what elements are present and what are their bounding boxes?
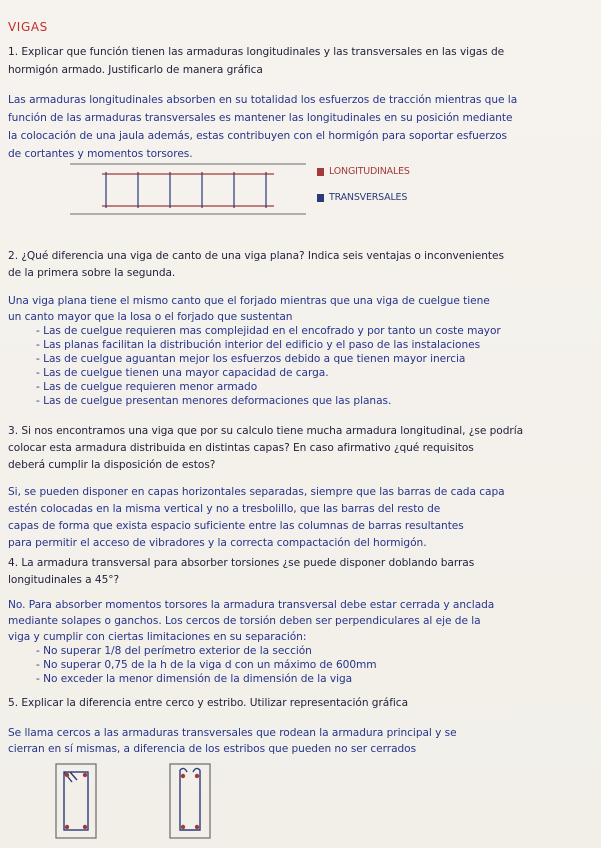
q3-question-line: colocar esta armadura distribuida en distintas capas? En caso afirmativo ¿qué requisitos (8, 442, 474, 454)
q3-answer-line: para permitir el acceso de vibradores y la correcta compactación del hormigón. (8, 537, 427, 549)
q4-bullet: - No superar 1/8 del perímetro exterior de la sección (36, 645, 312, 657)
q2-bullet: - Las de cuelgue requieren mas complejidad en el encofrado y por tanto un coste mayor (36, 325, 501, 337)
q3-answer-line: capas de forma que exista espacio suficiente entre las columnas de barras resultantes (8, 520, 464, 532)
q1-answer-line: la colocación de una jaula además, estas contribuyen con el hormigón para soportar esfuerzos (8, 130, 507, 142)
q4-question-line: longitudinales a 45°? (8, 574, 120, 586)
page-title: VIGAS (8, 20, 48, 34)
legend-longitudinal (317, 166, 410, 177)
q2-bullet: - Las planas facilitan la distribución interior del edificio y el paso de las instalaciones (36, 339, 481, 351)
q1-answer-line: función de las armaduras transversales es mantener las longitudinales en su posición mediante (8, 112, 513, 124)
q2-question-line: 2. ¿Qué diferencia una viga de canto de una viga plana? Indica seis ventajas o inconvenientes (8, 250, 504, 262)
q1-question-line: 1. Explicar que función tienen las armaduras longitudinales y las transversales en las vigas de (8, 46, 505, 58)
legend-transversal (317, 192, 407, 203)
q2-bullet: - Las de cuelgue requieren menor armado (36, 381, 258, 393)
q4-bullet: - No superar 0,75 de la h de la viga d con un máximo de 600mm (36, 659, 377, 671)
legend-transversal-label: TRANSVERSALES (329, 192, 408, 203)
q4-answer-line: No. Para absorber momentos torsores la armadura transversal debe estar cerrada y anclada (8, 599, 495, 611)
q4-answer-line: viga y cumplir con ciertas limitaciones en su separación: (8, 631, 307, 643)
q1-answer-line: Las armaduras longitudinales absorben en su totalidad los esfuerzos de tracción mientras que la (8, 94, 518, 106)
q2-question-line: de la primera sobre la segunda. (8, 267, 176, 279)
rebar-cage-drawing (68, 160, 308, 218)
q1-answer-line: de cortantes y momentos torsores. (8, 148, 193, 160)
q4-answer-line: mediante solapes o ganchos. Los cercos de torsión deben ser perpendiculares al eje de la (8, 615, 481, 627)
q3-question-line: deberá cumplir la disposición de estos? (8, 459, 216, 471)
q2-bullet: - Las de cuelgue tienen una mayor capacidad de carga. (36, 367, 329, 379)
q2-answer-line: un canto mayor que la losa o el forjado que sustentan (8, 311, 293, 323)
q3-question-line: 3. Si nos encontramos una viga que por su calculo tiene mucha armadura longitudinal, ¿se podría (8, 425, 524, 437)
q1-question-line: hormigón armado. Justificarlo de manera gráfica (8, 64, 263, 76)
q4-bullet: - No exceder la menor dimensión de la dimensión de la viga (36, 673, 353, 685)
q2-answer-line: Una viga plana tiene el mismo canto que el forjado mientras que una viga de cuelgue tiene (8, 295, 490, 307)
q2-bullet: - Las de cuelgue presentan menores deformaciones que las planas. (36, 395, 392, 407)
q5-answer-line: Se llama cercos a las armaduras transversales que rodean la armadura principal y se (8, 727, 457, 739)
q4-question-line: 4. La armadura transversal para absorber torsiones ¿se puede disponer doblando barras (8, 557, 475, 569)
q5-question-line: 5. Explicar la diferencia entre cerco y estribo. Utilizar representación gráfica (8, 697, 409, 709)
stirrup-drawings (50, 760, 220, 842)
q5-answer-line: cierran en sí mismas, a diferencia de los estribos que pueden no ser cerrados (8, 743, 417, 755)
longitudinal-swatch-icon (317, 168, 324, 176)
q3-answer-line: Si, se pueden disponer en capas horizontales separadas, siempre que las barras de cada capa (8, 486, 505, 498)
transversal-swatch-icon (317, 194, 324, 202)
q2-bullet: - Las de cuelgue aguantan mejor los esfuerzos debido a que tienen mayor inercia (36, 353, 466, 365)
q3-answer-line: estén colocadas en la misma vertical y no a tresbolillo, que las barras del resto de (8, 503, 441, 515)
legend-longitudinal-label: LONGITUDINALES (329, 166, 410, 177)
open-stirrup-drawing (170, 764, 210, 838)
closed-hoop-drawing (56, 764, 96, 838)
